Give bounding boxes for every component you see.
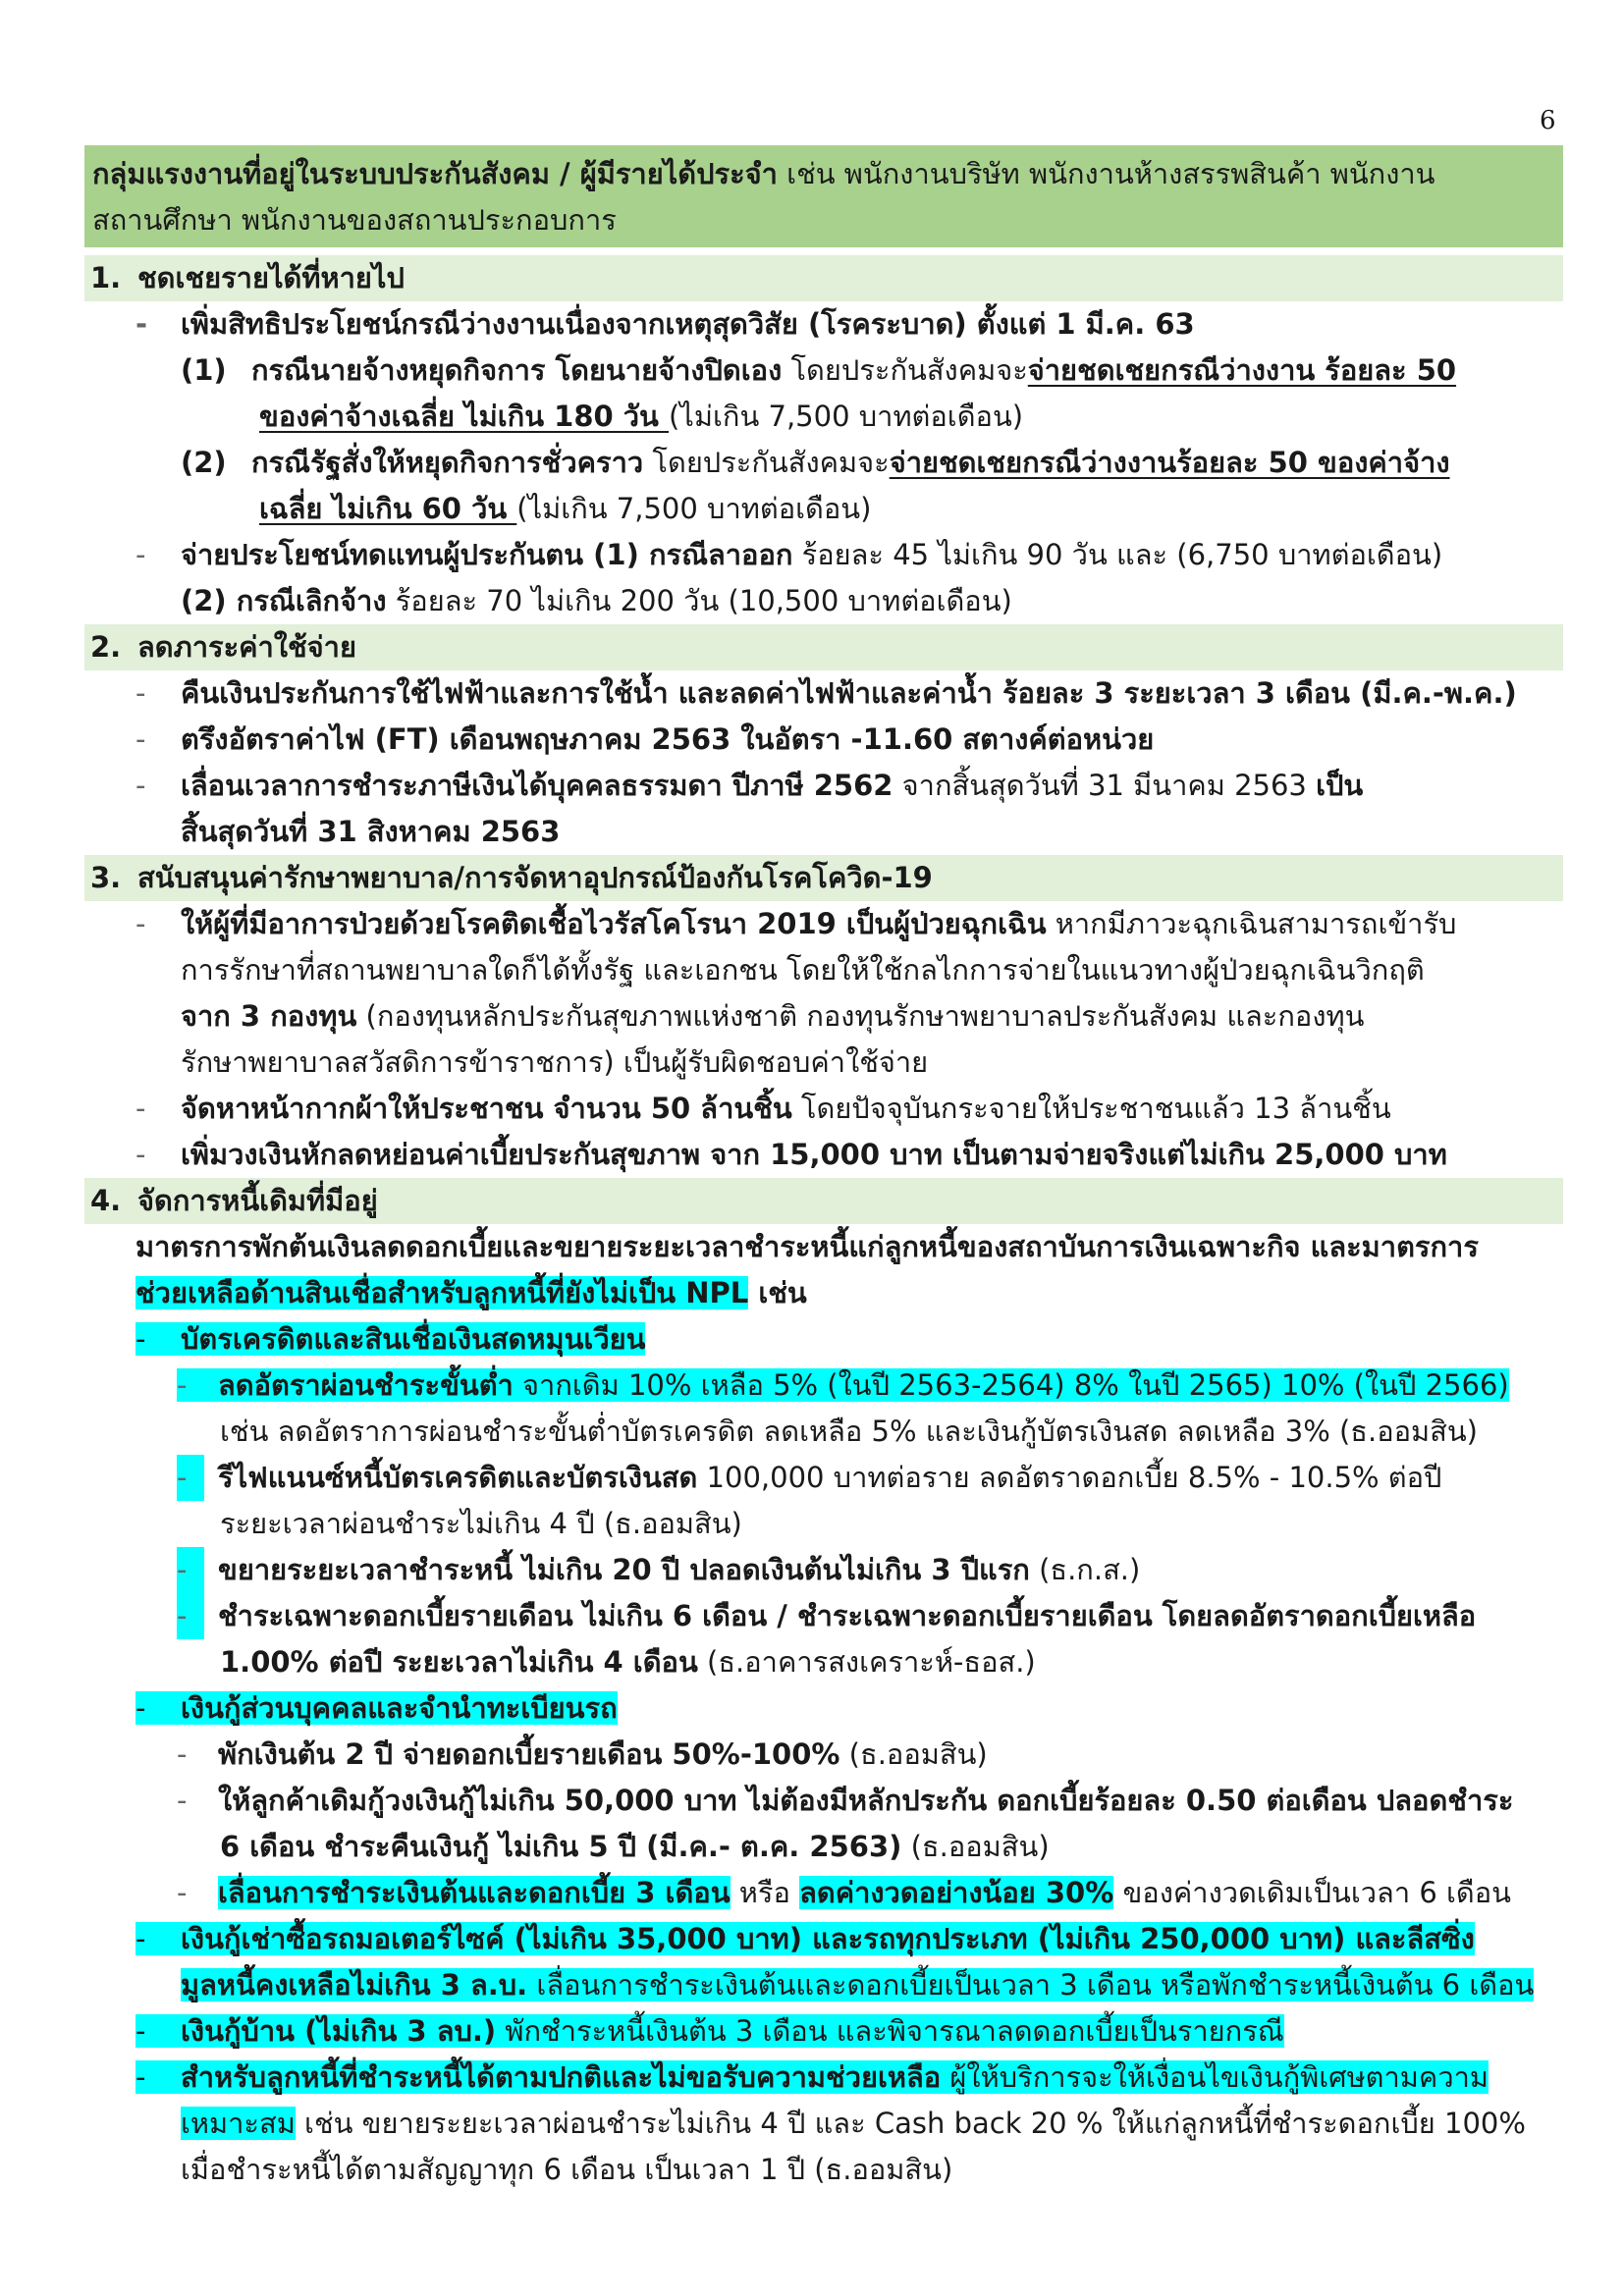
s4-home-loan: - เงินกู้บ้าน (ไม่เกิน 3 ลบ.) พักชำระหนี้เงินต้น 3 เดือน และพิจารณาลดดอกเบี้ยเป็นรายกรณี (135, 2014, 1284, 2048)
s2-bullet-2: - ตรึงอัตราค่าไฟ (FT) เดือนพฤษภาคม 2563 ในอัตรา -11.60 สตางค์ต่อหน่วย (135, 722, 1155, 756)
s4-loan-item-2-cont: 6 เดือน ชำระคืนเงินกู้ ไม่เกิน 5 ปี (มี.ค.- ต.ค. 2563) (ธ.ออมสิน) (220, 1830, 1050, 1863)
header-bold: กลุ่มแรงงานที่อยู่ในระบบประกันสังคม / ผู้มีรายได้ประจำ (92, 157, 778, 190)
s4-motor-loan: - เงินกู้เช่าซื้อรถมอเตอร์ไซค์ (ไม่เกิน 35,000 บาท) และรถทุกประเภท (ไม่เกิน 250,000 บาท) และลีสซิ่ง (135, 1922, 1475, 1955)
header-rest: เช่น พนักงานบริษัท พนักงานห้างสรรพสินค้า พนักงาน (777, 157, 1435, 190)
dash-marker: - (135, 307, 148, 341)
page-number: 6 (1540, 106, 1556, 135)
s2-bullet-1: - คืนเงินประกันการใช้ไฟฟ้าและการใช้น้ำ และลดค่าไฟฟ้าและค่าน้ำ ร้อยละ 3 ระยะเวลา 3 เดือน (มี.ค.-พ.ค.) (135, 676, 1517, 710)
s4-card-item-4: - ชำระเฉพาะดอกเบี้ยรายเดือน ไม่เกิน 6 เดือน / ชำระเฉพาะดอกเบี้ยรายเดือน โดยลดอัตราดอกเบี้ยเหลือ (84, 1593, 1563, 1639)
s3-bullet-1-cont2: จาก 3 กองทุน (กองทุนหลักประกันสุขภาพแห่งชาติ กองทุนรักษาพยาบาลประกันสังคม และกองทุน (181, 999, 1365, 1033)
s3-bullet-1-cont3: รักษาพยาบาลสวัสดิการข้าราชการ) เป็นผู้รับผิดชอบค่าใช้จ่าย (181, 1045, 929, 1079)
section-4-heading: 4. จัดการหนี้เดิมที่มีอยู่ (84, 1178, 1563, 1224)
s4-card-item-4-cont: 1.00% ต่อปี ระยะเวลาไม่เกิน 4 เดือน (ธ.อาคารสงเคราะห์-ธอส.) (220, 1645, 1036, 1679)
s4-card-item-1-cont: เช่น ลดอัตราการผ่อนชำระขั้นต่ำบัตรเครดิต ลดเหลือ 5% และเงินกู้บัตรเงินสด ลดเหลือ 3% (ธ.ออมสิน) (220, 1415, 1478, 1448)
s4-card-item-2: - รีไฟแนนซ์หนี้บัตรเครดิตและบัตรเงินสด 100,000 บาทต่อราย ลดอัตราดอกเบี้ย 8.5% - 10.5% ต่อปี (84, 1455, 1563, 1501)
section-3-heading: 3. สนับสนุนค่ารักษาพยาบาล/การจัดหาอุปกรณ์ป้องกันโรคโควิด-19 (84, 855, 1563, 901)
s1-point-1: (1) กรณีนายจ้างหยุดกิจการ โดยนายจ้างปิดเอง โดยประกันสังคมจะจ่ายชดเชยกรณีว่างงาน ร้อยละ 50 (181, 353, 1457, 387)
s4-good-debtor-cont1: เหมาะสม เช่น ขยายระยะเวลาผ่อนชำระไม่เกิน 4 ปี และ Cash back 20 % ให้แก่ลูกหนี้ที่ชำระดอกเบี้ย 100% (181, 2107, 1526, 2140)
s4-card-item-1: - ลดอัตราผ่อนชำระขั้นต่ำ จากเดิม 10% เหลือ 5% (ในปี 2563-2564) 8% ในปี 2565) 10% (ในปี 2566) (177, 1368, 1509, 1402)
target-group-header (84, 145, 1563, 247)
s1-bullet-2: - จ่ายประโยชน์ทดแทนผู้ประกันตน (1) กรณีลาออก ร้อยละ 45 ไม่เกิน 90 วัน และ (6,750 บาทต่อเดือน) (135, 538, 1443, 571)
s1-point-1-cont: ของค่าจ้างเฉลี่ย ไม่เกิน 180 วัน (ไม่เกิน 7,500 บาทต่อเดือน) (259, 400, 1024, 433)
s3-bullet-1-cont1: การรักษาที่สถานพยาบาลใดก็ได้ทั้งรัฐ และเอกชน โดยให้ใช้กลไกการจ่ายในแนวทางผู้ป่วยฉุกเฉินวิกฤติ (181, 953, 1425, 987)
s4-loan-item-1: - พักเงินต้น 2 ปี จ่ายดอกเบี้ยรายเดือน 50%-100% (ธ.ออมสิน) (177, 1737, 988, 1771)
s3-bullet-1: - ให้ผู้ที่มีอาการป่วยด้วยโรคติดเชื้อไวรัสโคโรนา 2019 เป็นผู้ป่วยฉุกเฉิน หากมีภาวะฉุกเฉินสามารถเข้ารับ (135, 907, 1457, 940)
s4-good-debtor-cont2: เมื่อชำระหนี้ได้ตามสัญญาทุก 6 เดือน เป็นเวลา 1 ปี (ธ.ออมสิน) (181, 2153, 953, 2186)
s4-intro-cont: ช่วยเหลือด้านสินเชื่อสำหรับลูกหนี้ที่ยังไม่เป็น NPL เช่น (135, 1276, 807, 1309)
s2-bullet-3: - เลื่อนเวลาการชำระภาษีเงินได้บุคคลธรรมดา ปีภาษี 2562 จากสิ้นสุดวันที่ 31 มีนาคม 2563 เป็น (135, 769, 1364, 802)
s3-bullet-2: - จัดหาหน้ากากผ้าให้ประชาชน จำนวน 50 ล้านชิ้น โดยปัจจุบันกระจายให้ประชาชนแล้ว 13 ล้านชิ้น (135, 1092, 1391, 1125)
document-body (84, 145, 1563, 2193)
s4-intro: มาตรการพักต้นเงินลดดอกเบี้ยและขยายระยะเวลาชำระหนี้แก่ลูกหนี้ของสถาบันการเงินเฉพาะกิจ และมาตรการ (135, 1230, 1479, 1263)
s4-card-item-2-cont: ระยะเวลาผ่อนชำระไม่เกิน 4 ปี (ธ.ออมสิน) (220, 1507, 742, 1540)
section-2-heading: 2. ลดภาระค่าใช้จ่าย (84, 624, 1563, 670)
s4-card-heading: - บัตรเครดิตและสินเชื่อเงินสดหมุนเวียน (135, 1322, 646, 1356)
header-line2: สถานศึกษา พนักงานของสถานประกอบการ (92, 203, 617, 237)
section-1-heading: 1. ชดเชยรายได้ที่หายไป (84, 255, 1563, 301)
s4-card-item-3: - ขยายระยะเวลาชำระหนี้ ไม่เกิน 20 ปี ปลอดเงินต้นไม่เกิน 3 ปีแรก (ธ.ก.ส.) (84, 1547, 1563, 1593)
s1-bullet-2-cont: (2) กรณีเลิกจ้าง ร้อยละ 70 ไม่เกิน 200 วัน (10,500 บาทต่อเดือน) (181, 584, 1012, 617)
s4-motor-loan-cont: มูลหนี้คงเหลือไม่เกิน 3 ล.บ. เลื่อนการชำระเงินต้นและดอกเบี้ยเป็นเวลา 3 เดือน หรือพักชำระหนี้เงินต้น 6 เดือน (181, 1968, 1535, 2002)
s4-loan-item-3: - เลื่อนการชำระเงินต้นและดอกเบี้ย 3 เดือน หรือ ลดค่างวดอย่างน้อย 30% ของค่างวดเดิมเป็นเวลา 6 เดือน (177, 1876, 1511, 1909)
s1-point-2-cont: เฉลี่ย ไม่เกิน 60 วัน (ไม่เกิน 7,500 บาทต่อเดือน) (259, 492, 872, 525)
s3-bullet-3: - เพิ่มวงเงินหักลดหย่อนค่าเบี้ยประกันสุขภาพ จาก 15,000 บาท เป็นตามจ่ายจริงแต่ไม่เกิน 25,000 บาท (135, 1138, 1447, 1171)
s1-bullet-1: - เพิ่มสิทธิประโยชน์กรณีว่างงานเนื่องจากเหตุสุดวิสัย (โรคระบาด) ตั้งแต่ 1 มี.ค. 63 (84, 301, 1563, 347)
s1-point-2: (2) กรณีรัฐสั่งให้หยุดกิจการชั่วคราว โดยประกันสังคมจะจ่ายชดเชยกรณีว่างงานร้อยละ 50 ของค่าจ้าง (181, 446, 1450, 479)
s4-good-debtor: - สำหรับลูกหนี้ที่ชำระหนี้ได้ตามปกติและไม่ขอรับความช่วยเหลือ ผู้ให้บริการจะให้เงื่อนไขเงินกู้พิเศษตามความ (135, 2060, 1489, 2094)
s4-loan-item-2: - ให้ลูกค้าเดิมกู้วงเงินกู้ไม่เกิน 50,000 บาท ไม่ต้องมีหลักประกัน ดอกเบี้ยร้อยละ 0.50 ต่อเดือน ปลอดชำระ (177, 1784, 1514, 1817)
s4-loan-heading: - เงินกู้ส่วนบุคคลและจำนำทะเบียนรถ (135, 1691, 618, 1725)
s2-bullet-3-cont: สิ้นสุดวันที่ 31 สิงหาคม 2563 (181, 815, 561, 848)
